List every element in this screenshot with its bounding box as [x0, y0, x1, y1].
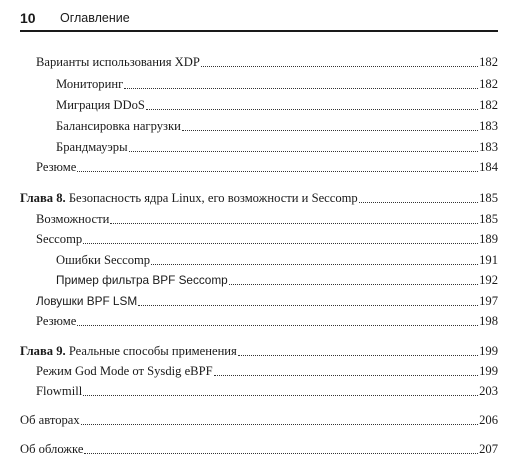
dot-leader	[146, 109, 478, 110]
header-rule	[20, 30, 498, 32]
toc-entry[interactable]	[56, 139, 498, 155]
toc-entry-page: 182	[479, 98, 498, 112]
dot-leader	[138, 305, 478, 306]
chapter-label: Глава 8.	[20, 191, 66, 205]
toc-entry-page: 183	[479, 119, 498, 133]
toc-entry[interactable]	[36, 211, 498, 227]
toc-chapter-8[interactable]	[20, 190, 498, 206]
dot-leader	[124, 88, 478, 89]
toc-entry-page: 191	[479, 253, 498, 267]
toc-entry-cover[interactable]	[20, 441, 498, 457]
dot-leader	[201, 66, 478, 67]
toc-entry-page: 184	[479, 160, 498, 174]
dot-leader	[229, 284, 478, 285]
dot-leader	[129, 151, 479, 152]
toc-entry-page: 207	[479, 442, 498, 456]
toc-chapter-9[interactable]	[20, 343, 498, 359]
toc-entry-title: Мониторинг	[56, 77, 124, 91]
toc-entry-title: Резюме	[36, 314, 77, 328]
page-number: 10	[20, 10, 36, 26]
toc-entry-title: Пример фильтра BPF Seccomp	[56, 273, 228, 287]
dot-leader	[81, 424, 478, 425]
toc-chapter-title	[20, 190, 358, 206]
toc-entry[interactable]	[36, 159, 498, 175]
toc-entry[interactable]	[36, 54, 498, 70]
toc-entry-title: Ошибки Seccomp	[56, 253, 151, 267]
toc-entry-title: Миграция DDoS	[56, 98, 145, 112]
toc-entry-title: Варианты использования XDP	[36, 55, 200, 69]
toc-entry-title: Резюме	[36, 160, 77, 174]
toc-entry-page: 206	[479, 413, 498, 427]
dot-leader	[84, 453, 478, 454]
toc-entry-authors[interactable]	[20, 412, 498, 428]
toc-entry-title: Flowmill	[36, 384, 83, 398]
toc-chapter-title	[20, 343, 237, 359]
chapter-name: Безопасность ядра Linux, его возможности и Seccomp	[68, 191, 358, 205]
toc-entry[interactable]	[36, 313, 498, 329]
toc-entry[interactable]	[56, 118, 498, 134]
toc-entry-page: 189	[479, 232, 498, 246]
toc-entry[interactable]	[56, 272, 498, 288]
chapter-name: Реальные способы применения	[68, 344, 237, 358]
toc-entry[interactable]	[56, 252, 498, 268]
toc-entry-page: 192	[479, 273, 498, 287]
toc-entry[interactable]	[36, 363, 498, 379]
dot-leader	[214, 375, 479, 376]
toc-entry[interactable]	[36, 383, 498, 399]
toc-entry-page: 182	[479, 77, 498, 91]
dot-leader	[77, 325, 478, 326]
toc-entry[interactable]	[36, 231, 498, 247]
toc-entry-page: 199	[479, 364, 498, 378]
running-head	[20, 8, 498, 28]
toc-entry-page: 185	[479, 191, 498, 205]
toc-entry[interactable]	[56, 97, 498, 113]
toc-entry-title: Брандмауэры	[56, 140, 128, 154]
toc-entry-title: Балансировка нагрузки	[56, 119, 181, 133]
dot-leader	[77, 171, 478, 172]
dot-leader	[83, 243, 478, 244]
toc-entry[interactable]	[36, 293, 498, 309]
dot-leader	[238, 355, 478, 356]
toc-entry-title: Об авторах	[20, 413, 80, 427]
toc-entry-title: Режим God Mode от Sysdig eBPF	[36, 364, 213, 378]
toc-entry-page: 198	[479, 314, 498, 328]
dot-leader	[182, 130, 478, 131]
toc-entry-page: 182	[479, 55, 498, 69]
toc-entry-page: 203	[479, 384, 498, 398]
toc-entry-title: Возможности	[36, 212, 110, 226]
dot-leader	[151, 264, 478, 265]
toc-entry-page: 197	[479, 294, 498, 308]
toc-entry-title: Seccomp	[36, 232, 83, 246]
dot-leader	[83, 395, 478, 396]
toc-entry-page: 183	[479, 140, 498, 154]
running-head-title: Оглавление	[60, 11, 130, 25]
toc-entry-page: 199	[479, 344, 498, 358]
chapter-label: Глава 9.	[20, 344, 66, 358]
toc-entry[interactable]	[56, 76, 498, 92]
dot-leader	[359, 202, 478, 203]
toc-entry-title: Об обложке	[20, 442, 84, 456]
toc-entry-title: Ловушки BPF LSM	[36, 294, 138, 308]
dot-leader	[110, 223, 478, 224]
toc-entry-page: 185	[479, 212, 498, 226]
